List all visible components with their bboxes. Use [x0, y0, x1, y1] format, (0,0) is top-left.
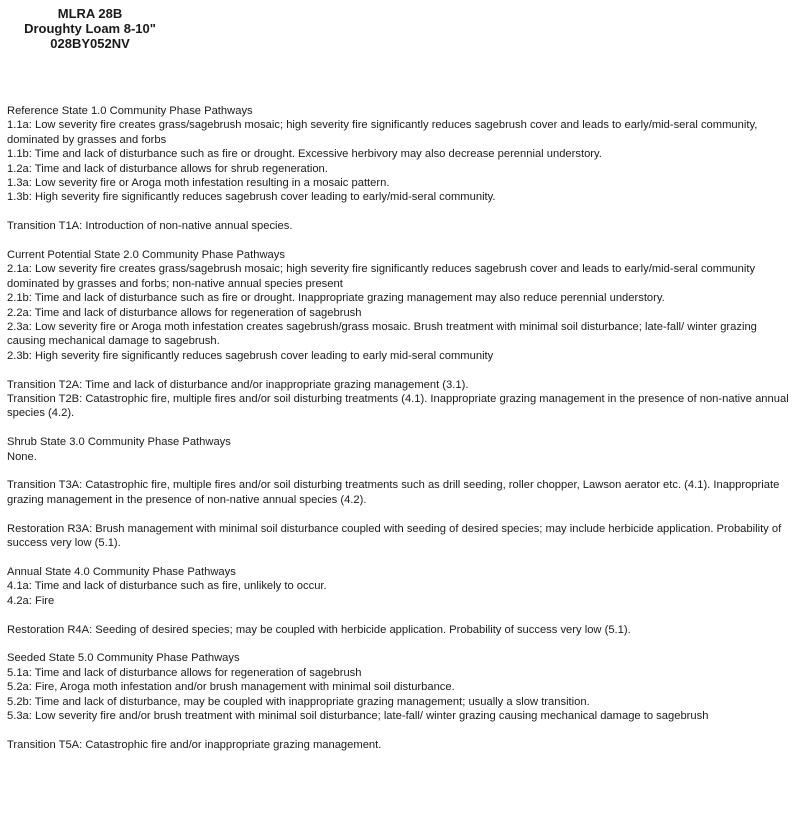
- transition-line: Transition T5A: Catastrophic fire and/or inappropriate grazing management.: [7, 738, 382, 751]
- section-restoration-r4a: [7, 623, 795, 637]
- section-heading: Seeded State 5.0 Community Phase Pathways: [7, 652, 240, 665]
- pathway-line: None.: [7, 450, 37, 463]
- transition-line: Transition T2A: Time and lack of disturbance and/or inappropriate grazing management (3.1).: [7, 378, 469, 391]
- pathway-line: 5.1a: Time and lack of disturbance allows for regeneration of sagebrush: [7, 666, 362, 679]
- pathway-line: 2.3a: Low severity fire or Aroga moth infestation creates sagebrush/grass mosaic. Brush treatment with minimal soil disturbance; late-fall/ winter grazing causing mechanical damage to sagebrush.: [7, 321, 757, 348]
- section-annual-state: [7, 565, 795, 608]
- pathway-notes: [7, 104, 795, 752]
- paragraph-gap: [7, 551, 795, 565]
- site-name: Droughty Loam 8-10": [24, 21, 156, 36]
- paragraph-gap: [7, 637, 795, 651]
- restoration-line: Restoration R4A: Seeding of desired species; may be coupled with herbicide application. Probability of success very low (5.1).: [7, 623, 631, 636]
- pathway-line: 5.2b: Time and lack of disturbance, may be coupled with inappropriate grazing management; usually a slow transition.: [7, 695, 590, 708]
- restoration-line: Restoration R3A: Brush management with minimal soil disturbance coupled with seeding of desired species; may include herbicide application. Probability of success very low (5.1).: [7, 522, 782, 550]
- section-reference-state: [7, 104, 795, 205]
- pathway-line: 5.2a: Fire, Aroga moth infestation and/or brush management with minimal soil disturbance.: [7, 681, 455, 694]
- pathway-line: 1.1a: Low severity fire creates grass/sagebrush mosaic; high severity fire significantly reduces sagebrush cover and leads to early/mid-seral community, dominated by grasses and forbs: [7, 119, 758, 146]
- pathway-line: 2.1b: Time and lack of disturbance such as fire or drought. Inappropriate grazing management may also reduce perennial understory.: [7, 292, 665, 305]
- pathway-line: 4.2a: Fire: [7, 594, 55, 607]
- pathway-line: 1.1b: Time and lack of disturbance such as fire or drought. Excessive herbivory may also decrease perennial understory.: [7, 148, 602, 161]
- document-header: [0, 6, 180, 51]
- paragraph-gap: [7, 608, 795, 622]
- paragraph-gap: [7, 464, 795, 478]
- paragraph-gap: [7, 363, 795, 377]
- section-heading: Reference State 1.0 Community Phase Pathways: [7, 105, 253, 117]
- section-transition-t1a: [7, 219, 795, 233]
- paragraph-gap: [7, 234, 795, 248]
- mlra-title: MLRA 28B: [57, 6, 123, 21]
- section-transition-t5a: [7, 738, 795, 752]
- pathway-line: 4.1a: Time and lack of disturbance such as fire, unlikely to occur.: [7, 580, 327, 593]
- section-transition-t3a: [7, 478, 795, 507]
- site-id: 028BY052NV: [50, 36, 130, 51]
- transition-line: Transition T1A: Introduction of non-native annual species.: [7, 220, 293, 233]
- pathway-line: 5.3a: Low severity fire and/or brush treatment with minimal soil disturbance; late-fall/ winter grazing causing mechanical damage to sagebrush: [7, 709, 709, 722]
- pathway-line: 2.2a: Time and lack of disturbance allows for regeneration of sagebrush: [7, 306, 362, 319]
- pathway-line: 2.3b: High severity fire significantly reduces sagebrush cover leading to early mid-seral community: [7, 349, 494, 362]
- section-transition-t2: [7, 378, 795, 421]
- transition-line: Transition T2B: Catastrophic fire, multiple fires and/or soil disturbing treatments (4.1). Inappropriate grazing management in the presence of non-native annual species (4.2).: [7, 393, 789, 420]
- section-heading: Shrub State 3.0 Community Phase Pathways: [7, 436, 231, 449]
- pathway-line: 1.3a: Low severity fire or Aroga moth infestation resulting in a mosaic pattern.: [7, 177, 390, 190]
- pathway-line: 1.3b: High severity fire significantly reduces sagebrush cover leading to early/mid-seral community.: [7, 191, 496, 204]
- section-current-potential-state: [7, 248, 795, 363]
- section-restoration-r3a: [7, 522, 795, 551]
- section-heading: Current Potential State 2.0 Community Phase Pathways: [7, 249, 285, 262]
- pathway-line: 1.2a: Time and lack of disturbance allows for shrub regeneration.: [7, 162, 328, 175]
- section-seeded-state: [7, 651, 795, 723]
- transition-line: Transition T3A: Catastrophic fire, multiple fires and/or soil disturbing treatments such as drill seeding, roller chopper, Lawson aerator etc. (4.1). Inappropriate grazing management in the presence of non-native annual species (4.2).: [7, 479, 780, 506]
- section-shrub-state: [7, 435, 795, 464]
- paragraph-gap: [7, 507, 795, 521]
- section-heading: Annual State 4.0 Community Phase Pathways: [7, 565, 236, 578]
- paragraph-gap: [7, 205, 795, 219]
- paragraph-gap: [7, 421, 795, 435]
- paragraph-gap: [7, 723, 795, 737]
- pathway-line: 2.1a: Low severity fire creates grass/sagebrush mosaic; high severity fire significantly reduces sagebrush cover and leads to early/mid-seral community dominated by grasses and forbs; non-native annual species present: [7, 263, 756, 290]
